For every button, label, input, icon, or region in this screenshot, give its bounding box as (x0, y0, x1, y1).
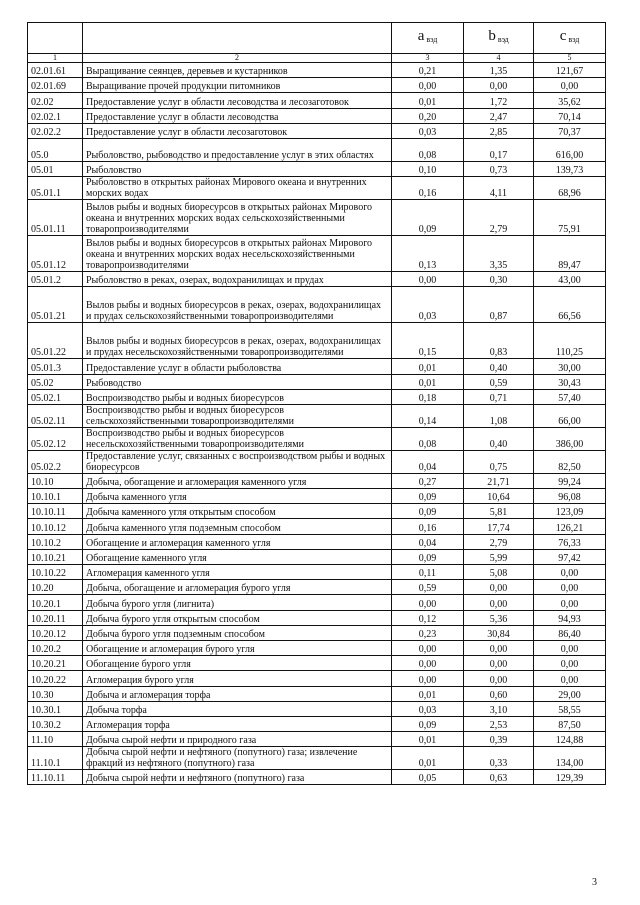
row-value-b: 5,08 (464, 565, 534, 580)
header-a (392, 23, 464, 54)
row-value-c: 70,37 (534, 123, 606, 138)
row-name: Рыболовство в открытых районах Мирового океана и внутренних морских водах (83, 177, 392, 200)
row-code: 10.30 (28, 686, 83, 701)
table-row (28, 323, 606, 359)
row-value-c: 0,00 (534, 671, 606, 686)
table-row (28, 549, 606, 564)
row-value-b: 0,83 (464, 323, 534, 359)
row-value-a: 0,01 (392, 359, 464, 374)
row-code: 02.02.2 (28, 123, 83, 138)
row-code: 05.01.12 (28, 236, 83, 272)
row-value-b: 0,40 (464, 359, 534, 374)
row-name: Рыболовство (83, 161, 392, 176)
row-code: 11.10.11 (28, 770, 83, 785)
row-value-c: 89,47 (534, 236, 606, 272)
row-value-b: 0,39 (464, 732, 534, 747)
row-value-a: 0,01 (392, 732, 464, 747)
row-name: Предоставление услуг, связанных с воспроизводством рыбы и водных биоресурсов (83, 450, 392, 473)
row-name: Добыча, обогащение и агломерация каменного угля (83, 473, 392, 488)
row-value-b: 2,79 (464, 534, 534, 549)
row-value-a: 0,11 (392, 565, 464, 580)
row-value-b: 2,79 (464, 200, 534, 236)
row-value-c: 58,55 (534, 701, 606, 716)
row-value-b: 21,71 (464, 473, 534, 488)
row-code: 05.01.3 (28, 359, 83, 374)
row-name: Выращивание сеянцев, деревьев и кустарников (83, 63, 392, 78)
row-value-a: 0,00 (392, 272, 464, 287)
row-value-a: 0,13 (392, 236, 464, 272)
row-value-a: 0,09 (392, 200, 464, 236)
table-header (28, 23, 606, 63)
row-name: Обогащение и агломерация каменного угля (83, 534, 392, 549)
row-value-c: 30,00 (534, 359, 606, 374)
row-value-b: 0,00 (464, 78, 534, 93)
header-name (83, 23, 392, 54)
row-code: 10.10.22 (28, 565, 83, 580)
row-value-b: 2,47 (464, 108, 534, 123)
row-code: 10.20.1 (28, 595, 83, 610)
row-value-c: 66,00 (534, 404, 606, 427)
row-code: 10.30.2 (28, 716, 83, 731)
header-b-sub: вэд (497, 35, 509, 44)
row-value-b: 17,74 (464, 519, 534, 534)
row-name: Вылов рыбы и водных биоресурсов в открытых районах Мирового океана и внутренних морских водах несельскохозяйственными товаропроизводителями (83, 236, 392, 272)
row-value-a: 0,00 (392, 78, 464, 93)
row-value-c: 0,00 (534, 78, 606, 93)
table-row (28, 93, 606, 108)
row-code: 02.01.61 (28, 63, 83, 78)
row-value-b: 5,99 (464, 549, 534, 564)
row-code: 10.20.11 (28, 610, 83, 625)
row-value-b: 4,11 (464, 177, 534, 200)
row-code: 10.20.22 (28, 671, 83, 686)
header-c-sub: вэд (568, 35, 580, 44)
row-value-c: 0,00 (534, 595, 606, 610)
row-value-b: 0,00 (464, 640, 534, 655)
row-code: 02.02.1 (28, 108, 83, 123)
row-name: Добыча сырой нефти и нефтяного (попутного) газа (83, 770, 392, 785)
row-value-b: 0,17 (464, 138, 534, 161)
table-row (28, 389, 606, 404)
row-name: Добыча сырой нефти и природного газа (83, 732, 392, 747)
table-row (28, 686, 606, 701)
table-row (28, 610, 606, 625)
table-row (28, 473, 606, 488)
row-value-b: 0,33 (464, 747, 534, 770)
table-row (28, 770, 606, 785)
row-name: Рыболовство, рыбоводство и предоставление услуг в этих областях (83, 138, 392, 161)
table-row (28, 427, 606, 450)
table-row (28, 287, 606, 323)
table-row (28, 177, 606, 200)
row-name: Воспроизводство рыбы и водных биоресурсов сельскохозяйственными товаропроизводителями (83, 404, 392, 427)
table-row (28, 732, 606, 747)
row-value-b: 0,00 (464, 595, 534, 610)
row-value-c: 96,08 (534, 489, 606, 504)
row-value-b: 0,40 (464, 427, 534, 450)
row-name: Вылов рыбы и водных биоресурсов в открытых районах Мирового океана и внутренних морских водах сельскохозяйственными товаропроизводителями (83, 200, 392, 236)
table-body (28, 63, 606, 785)
header-c-main: c (559, 28, 567, 44)
row-value-b: 0,87 (464, 287, 534, 323)
row-value-c: 124,88 (534, 732, 606, 747)
row-value-c: 43,00 (534, 272, 606, 287)
row-value-a: 0,09 (392, 716, 464, 731)
row-code: 10.10 (28, 473, 83, 488)
row-value-c: 126,21 (534, 519, 606, 534)
table-row (28, 272, 606, 287)
row-value-c: 110,25 (534, 323, 606, 359)
column-number-5: 5 (534, 54, 606, 63)
row-value-a: 0,03 (392, 701, 464, 716)
row-name: Добыча бурого угля (лигнита) (83, 595, 392, 610)
table-row (28, 580, 606, 595)
column-number-row (28, 54, 606, 63)
row-value-a: 0,01 (392, 686, 464, 701)
row-code: 11.10 (28, 732, 83, 747)
row-value-a: 0,04 (392, 450, 464, 473)
row-code: 02.02 (28, 93, 83, 108)
row-value-c: 87,50 (534, 716, 606, 731)
row-code: 10.10.12 (28, 519, 83, 534)
row-value-c: 123,09 (534, 504, 606, 519)
row-name: Агломерация бурого угля (83, 671, 392, 686)
row-name: Предоставление услуг в области лесоводства (83, 108, 392, 123)
row-code: 10.10.1 (28, 489, 83, 504)
row-code: 10.20.2 (28, 640, 83, 655)
row-code: 10.20.21 (28, 656, 83, 671)
row-value-a: 0,09 (392, 549, 464, 564)
row-code: 05.01.11 (28, 200, 83, 236)
row-name: Предоставление услуг в области лесоводства и лесозаготовок (83, 93, 392, 108)
table-row (28, 123, 606, 138)
row-value-a: 0,23 (392, 625, 464, 640)
row-value-c: 70,14 (534, 108, 606, 123)
row-value-c: 0,00 (534, 580, 606, 595)
table-row (28, 138, 606, 161)
row-value-a: 0,16 (392, 519, 464, 534)
row-value-c: 386,00 (534, 427, 606, 450)
row-value-a: 0,01 (392, 93, 464, 108)
row-value-a: 0,05 (392, 770, 464, 785)
row-value-b: 0,73 (464, 161, 534, 176)
row-value-a: 0,59 (392, 580, 464, 595)
row-value-c: 0,00 (534, 640, 606, 655)
row-value-a: 0,09 (392, 489, 464, 504)
row-value-a: 0,08 (392, 138, 464, 161)
row-value-a: 0,08 (392, 427, 464, 450)
row-value-c: 121,67 (534, 63, 606, 78)
row-value-a: 0,03 (392, 123, 464, 138)
row-code: 05.02.1 (28, 389, 83, 404)
row-value-c: 75,91 (534, 200, 606, 236)
row-value-b: 0,00 (464, 671, 534, 686)
row-name: Добыча и агломерация торфа (83, 686, 392, 701)
row-name: Рыболовство в реках, озерах, водохранилищах и прудах (83, 272, 392, 287)
row-name: Добыча каменного угля открытым способом (83, 504, 392, 519)
row-value-b: 0,75 (464, 450, 534, 473)
table-row (28, 595, 606, 610)
table-row (28, 200, 606, 236)
row-value-a: 0,16 (392, 177, 464, 200)
table-row (28, 78, 606, 93)
row-code: 10.10.11 (28, 504, 83, 519)
table-row (28, 489, 606, 504)
row-value-c: 86,40 (534, 625, 606, 640)
row-code: 05.02.11 (28, 404, 83, 427)
coefficients-table (27, 22, 606, 785)
row-name: Воспроизводство рыбы и водных биоресурсов несельскохозяйственными товаропроизводителями (83, 427, 392, 450)
row-value-c: 35,62 (534, 93, 606, 108)
table-row (28, 359, 606, 374)
row-name: Выращивание прочей продукции питомников (83, 78, 392, 93)
row-value-c: 97,42 (534, 549, 606, 564)
row-name: Обогащение и агломерация бурого угля (83, 640, 392, 655)
row-value-a: 0,00 (392, 640, 464, 655)
table-row (28, 747, 606, 770)
row-value-b: 2,53 (464, 716, 534, 731)
row-code: 05.01.1 (28, 177, 83, 200)
row-value-a: 0,01 (392, 374, 464, 389)
row-name: Добыча сырой нефти и нефтяного (попутного) газа; извлечение фракций из нефтяного (попутного) газа (83, 747, 392, 770)
row-code: 05.01.2 (28, 272, 83, 287)
row-value-c: 68,96 (534, 177, 606, 200)
row-code: 10.10.2 (28, 534, 83, 549)
column-number-1: 1 (28, 54, 83, 63)
row-value-a: 0,03 (392, 287, 464, 323)
row-value-c: 139,73 (534, 161, 606, 176)
row-code: 05.02 (28, 374, 83, 389)
row-value-c: 29,00 (534, 686, 606, 701)
row-value-c: 76,33 (534, 534, 606, 549)
row-value-c: 0,00 (534, 656, 606, 671)
row-name: Добыча каменного угля (83, 489, 392, 504)
table-row (28, 236, 606, 272)
row-value-b: 5,81 (464, 504, 534, 519)
row-value-a: 0,20 (392, 108, 464, 123)
row-value-b: 3,35 (464, 236, 534, 272)
row-code: 05.02.12 (28, 427, 83, 450)
row-name: Воспроизводство рыбы и водных биоресурсов (83, 389, 392, 404)
header-b (464, 23, 534, 54)
row-code: 10.30.1 (28, 701, 83, 716)
row-value-c: 66,56 (534, 287, 606, 323)
row-value-a: 0,18 (392, 389, 464, 404)
row-value-b: 30,84 (464, 625, 534, 640)
row-value-a: 0,00 (392, 671, 464, 686)
row-name: Добыча каменного угля подземным способом (83, 519, 392, 534)
row-value-b: 0,71 (464, 389, 534, 404)
row-name: Вылов рыбы и водных биоресурсов в реках, озерах, водохранилищах и прудах сельскохозяйственными товаропроизводителями (83, 287, 392, 323)
header-a-sub: вэд (426, 35, 438, 44)
row-value-b: 0,00 (464, 656, 534, 671)
row-value-b: 5,36 (464, 610, 534, 625)
row-value-a: 0,01 (392, 747, 464, 770)
row-name: Обогащение каменного угля (83, 549, 392, 564)
row-value-a: 0,27 (392, 473, 464, 488)
row-code: 10.10.21 (28, 549, 83, 564)
table-row (28, 716, 606, 731)
row-value-c: 134,00 (534, 747, 606, 770)
row-value-b: 0,60 (464, 686, 534, 701)
row-value-a: 0,15 (392, 323, 464, 359)
row-code: 10.20.12 (28, 625, 83, 640)
header-c (534, 23, 606, 54)
row-value-a: 0,00 (392, 656, 464, 671)
table-row (28, 640, 606, 655)
table-row (28, 701, 606, 716)
row-value-c: 129,39 (534, 770, 606, 785)
row-value-b: 0,63 (464, 770, 534, 785)
row-value-a: 0,09 (392, 504, 464, 519)
row-value-b: 1,35 (464, 63, 534, 78)
row-name: Добыча торфа (83, 701, 392, 716)
row-value-b: 0,59 (464, 374, 534, 389)
table-row (28, 108, 606, 123)
row-value-a: 0,21 (392, 63, 464, 78)
row-code: 05.01.21 (28, 287, 83, 323)
table-row (28, 565, 606, 580)
row-value-b: 3,10 (464, 701, 534, 716)
column-number-2: 2 (83, 54, 392, 63)
header-row (28, 23, 606, 54)
row-code: 05.01 (28, 161, 83, 176)
row-code: 05.0 (28, 138, 83, 161)
row-value-c: 0,00 (534, 565, 606, 580)
row-value-b: 10,64 (464, 489, 534, 504)
row-value-a: 0,12 (392, 610, 464, 625)
row-name: Агломерация торфа (83, 716, 392, 731)
table-row (28, 656, 606, 671)
row-value-a: 0,14 (392, 404, 464, 427)
row-name: Рыбоводство (83, 374, 392, 389)
table-row (28, 374, 606, 389)
row-value-c: 99,24 (534, 473, 606, 488)
table-row (28, 671, 606, 686)
row-value-b: 0,00 (464, 580, 534, 595)
table-row (28, 625, 606, 640)
row-value-c: 30,43 (534, 374, 606, 389)
row-name: Вылов рыбы и водных биоресурсов в реках, озерах, водохранилищах и прудах несельскохозяйственными товаропроизводителями (83, 323, 392, 359)
table-row (28, 450, 606, 473)
row-value-c: 616,00 (534, 138, 606, 161)
row-name: Предоставление услуг в области рыболовства (83, 359, 392, 374)
table-row (28, 161, 606, 176)
table-row (28, 534, 606, 549)
row-name: Обогащение бурого угля (83, 656, 392, 671)
page-number: 3 (592, 877, 597, 888)
table-row (28, 504, 606, 519)
row-code: 11.10.1 (28, 747, 83, 770)
row-code: 02.01.69 (28, 78, 83, 93)
row-name: Предоставление услуг в области лесозаготовок (83, 123, 392, 138)
column-number-4: 4 (464, 54, 534, 63)
row-name: Добыча, обогащение и агломерация бурого угля (83, 580, 392, 595)
table-row (28, 404, 606, 427)
row-value-a: 0,10 (392, 161, 464, 176)
row-code: 05.01.22 (28, 323, 83, 359)
header-code (28, 23, 83, 54)
row-value-b: 0,30 (464, 272, 534, 287)
row-value-b: 1,08 (464, 404, 534, 427)
row-name: Добыча бурого угля открытым способом (83, 610, 392, 625)
row-value-a: 0,00 (392, 595, 464, 610)
header-a-main: a (417, 28, 425, 44)
row-value-c: 82,50 (534, 450, 606, 473)
row-value-b: 1,72 (464, 93, 534, 108)
row-name: Агломерация каменного угля (83, 565, 392, 580)
row-value-c: 57,40 (534, 389, 606, 404)
row-value-a: 0,04 (392, 534, 464, 549)
row-code: 10.20 (28, 580, 83, 595)
row-value-b: 2,85 (464, 123, 534, 138)
column-number-3: 3 (392, 54, 464, 63)
header-b-main: b (488, 28, 496, 44)
table-row (28, 63, 606, 78)
table-row (28, 519, 606, 534)
row-code: 05.02.2 (28, 450, 83, 473)
row-value-c: 94,93 (534, 610, 606, 625)
row-name: Добыча бурого угля подземным способом (83, 625, 392, 640)
